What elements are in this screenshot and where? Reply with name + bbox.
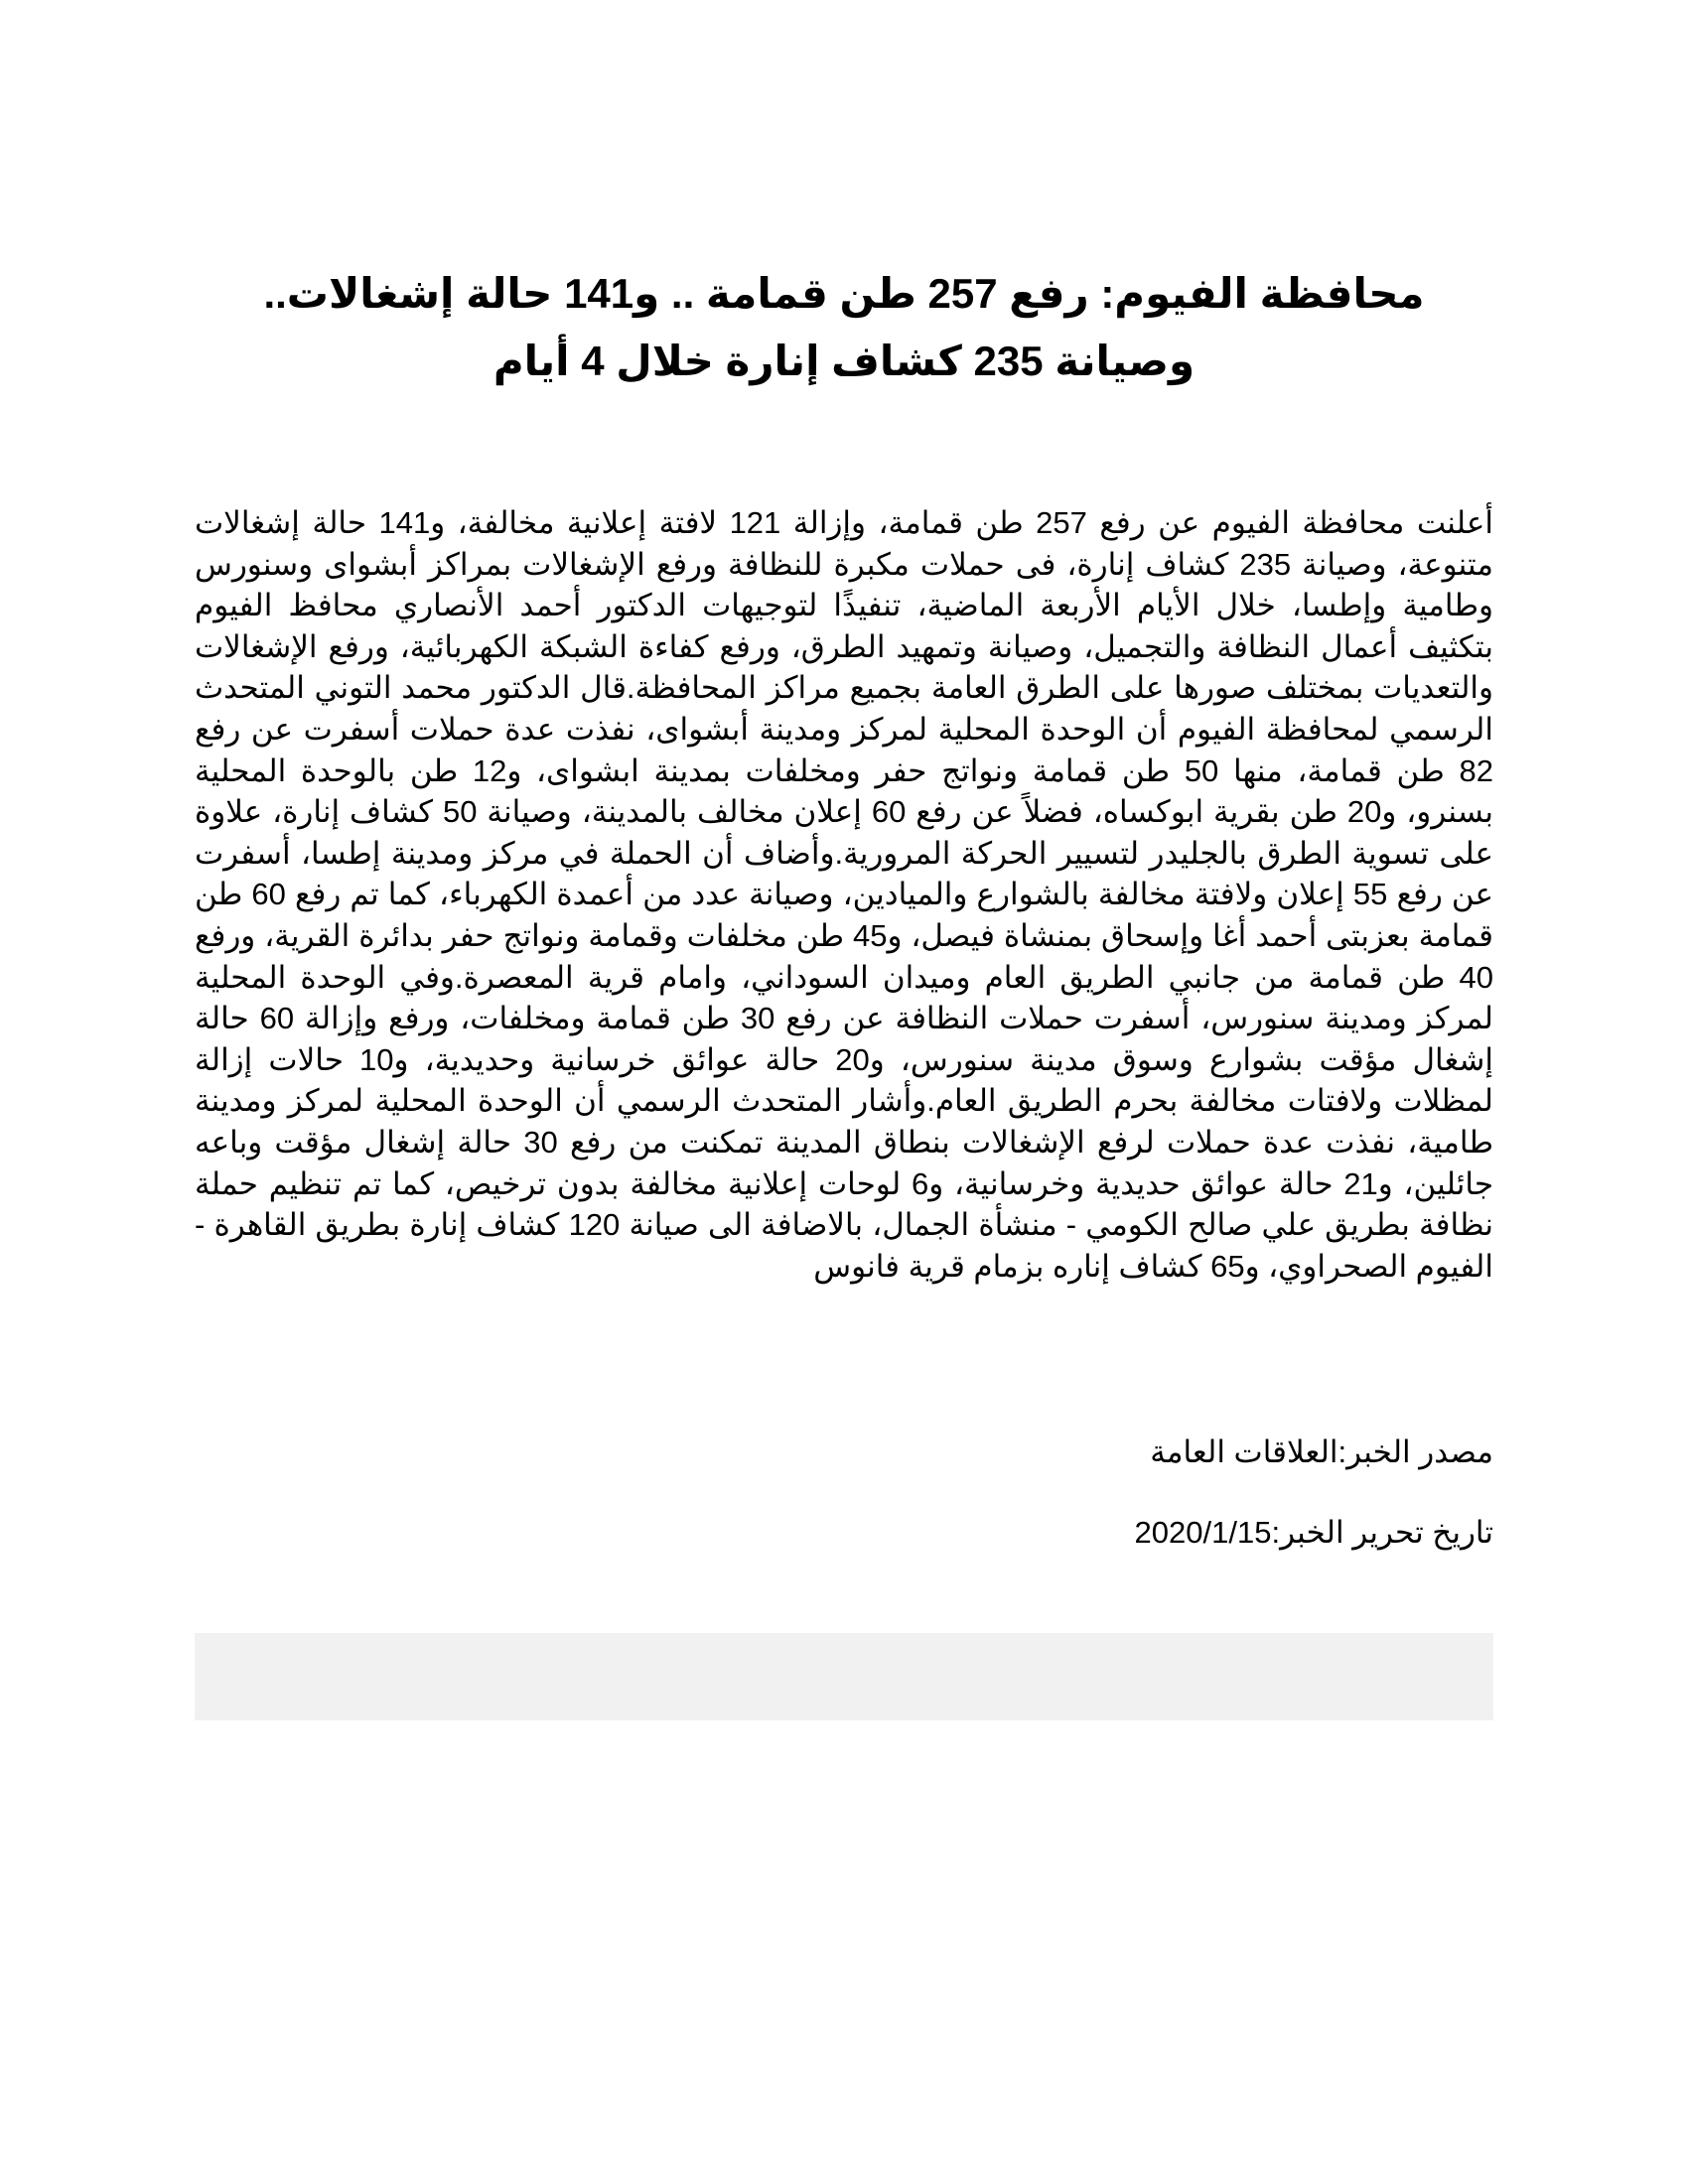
publication-date-line: تاريخ تحرير الخبر:2020/1/15 [1134, 1515, 1493, 1550]
article-headline: محافظة الفيوم: رفع 257 طن قمامة .. و141 حالة إشغالات.. وصيانة 235 كشاف إنارة خلال 4 أيام [263, 270, 1425, 384]
news-source-line: مصدر الخبر:العلاقات العامة [1150, 1434, 1493, 1469]
article-body: أعلنت محافظة الفيوم عن رفع 257 طن قمامة، وإزالة 121 لافتة إعلانية مخالفة، و141 حالة إشغالات متنوعة، وصيانة 235 كشاف إنارة، فى حملات مكبرة للنظافة ورفع الإشغالات بمراكز أبشواى وسنورس وطامية وإطسا، خلال الأيام الأربعة الماضية، تنفيذًا لتوجيهات الدكتور أحمد الأنصاري محافظ الفيوم بتكثيف أعمال النظافة والتجميل، وصيانة وتمهيد الطرق، ورفع كفاءة الشبكة الكهربائية، ورفع الإشغالات والتعديات بمختلف صورها على الطرق العامة بجميع مراكز المحافظة.قال الدكتور محمد التوني المتحدث الرسمي لمحافظة الفيوم أن الوحدة المحلية لمركز ومدينة أبشواى، نفذت عدة حملات أسفرت عن رفع 82 طن قمامة، منها 50 طن قمامة ونواتج حفر ومخلفات بمدينة ابشواى، و12 طن بالوحدة المحلية بسنرو، و20 طن بقرية ابوكساه، فضلاً عن رفع 60 إعلان مخالف بالمدينة، وصيانة 50 كشاف إنارة، علاوة على تسوية الطرق بالجليدر لتسيير الحركة المرورية.وأضاف أن الحملة في مركز ومدينة إطسا، أسفرت عن رفع 55 إعلان ولافتة مخالفة بالشوارع والميادين، وصيانة عدد من أعمدة الكهرباء، كما تم رفع 60 طن قمامة بعزبتى أحمد أغا وإسحاق بمنشاة فيصل، و45 طن مخلفات وقمامة ونواتج حفر بدائرة القرية، ورفع 40 طن قمامة من جانبي الطريق العام وميدان السوداني، وامام قرية المعصرة.وفي الوحدة المحلية لمركز ومدينة سنورس، أسفرت حملات النظافة عن رفع 30 طن قمامة ومخلفات، ورفع وإزالة 60 حالة إشغال مؤقت بشوارع وسوق مدينة سنورس، و20 حالة عوائق خرسانية وحديدية، و10 حالات إزالة لمظلات ولافتات مخالفة بحرم الطريق العام.وأشار المتحدث الرسمي أن الوحدة المحلية لمركز ومدينة طامية، نفذت عدة حملات لرفع الإشغالات بنطاق المدينة تمكنت من رفع 30 حالة إشغال مؤقت وباعه جائلين، و21 حالة عوائق حديدية وخرسانية، و6 لوحات إعلانية مخالفة بدون ترخيص، كما تم تنظيم حملة نظافة بطريق علي صالح الكومي - منشأة الجمال، بالاضافة الى صيانة 120 كشاف إنارة بطريق القاهرة - الفيوم الصحراوي، و65 كشاف إناره بزمام قرية فانوس [195, 505, 1494, 1284]
footer-gray-box [195, 1633, 1493, 1720]
